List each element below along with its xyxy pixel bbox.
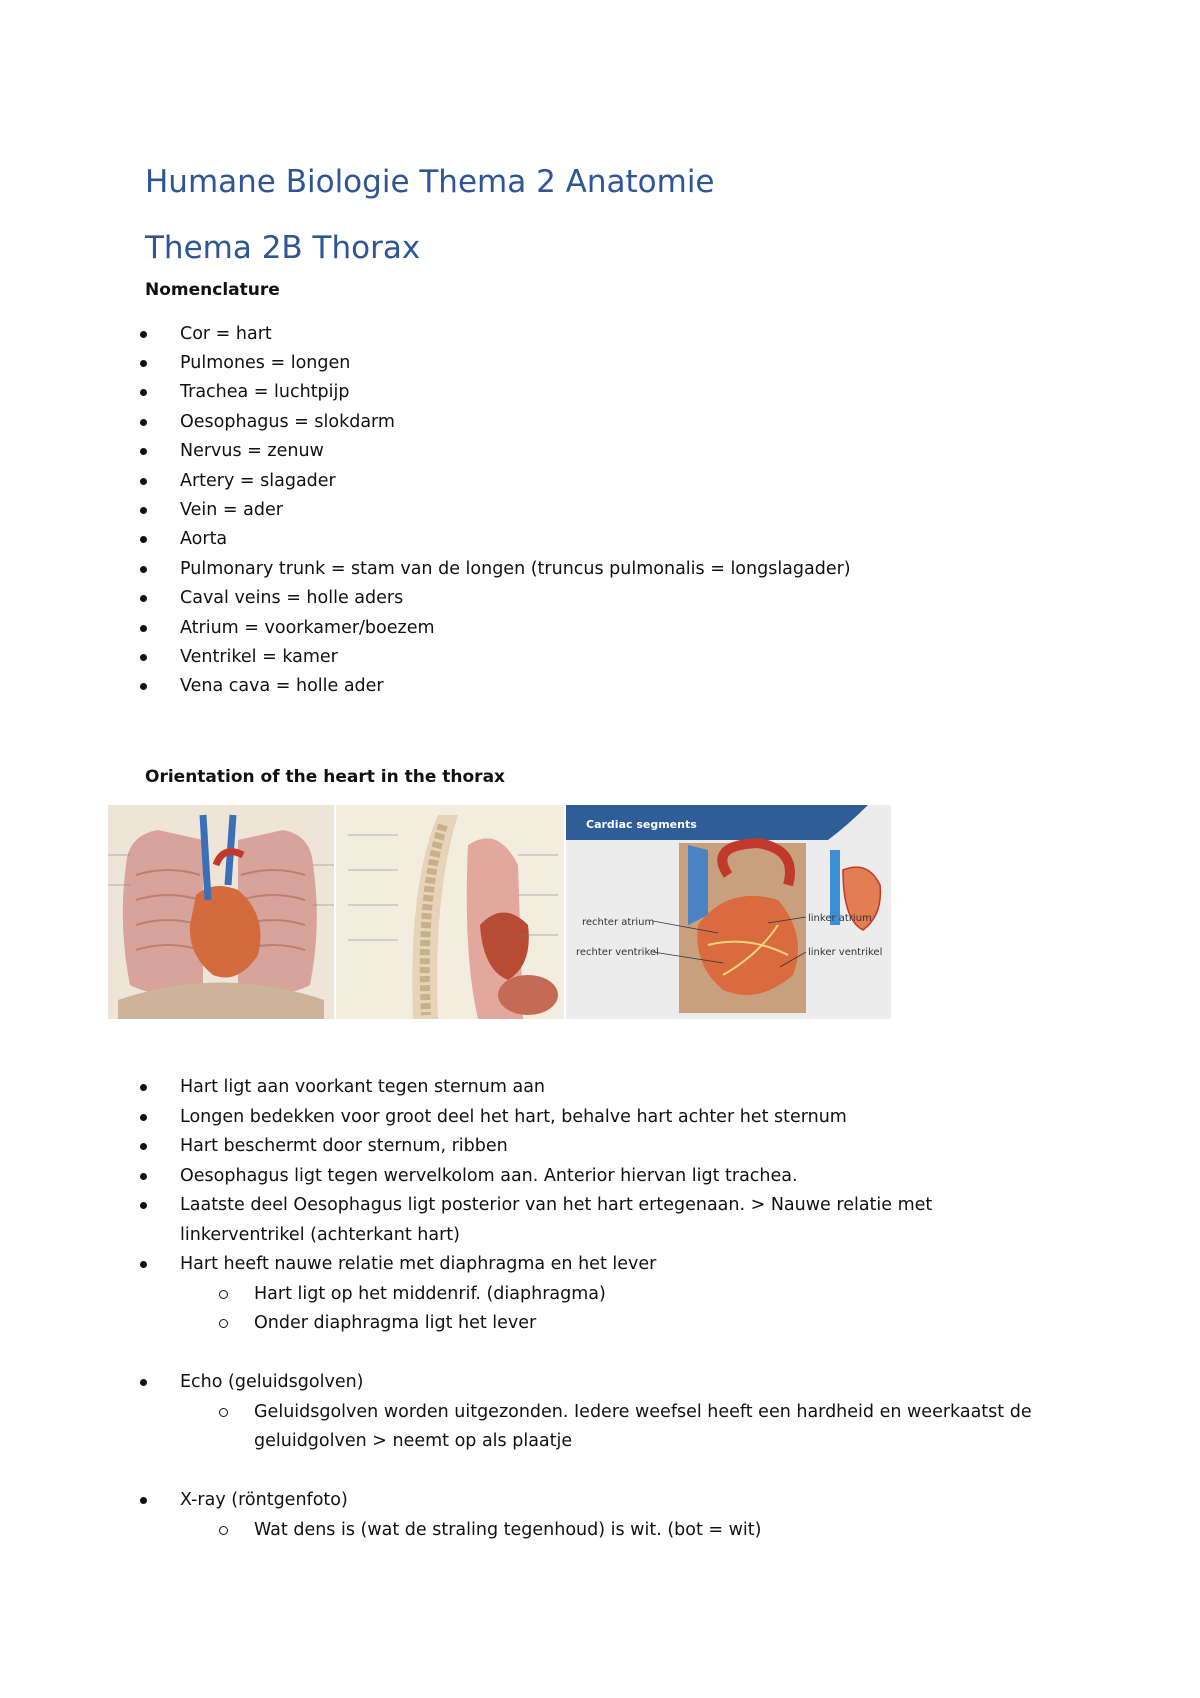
- bullet-icon: [140, 1379, 147, 1386]
- sub-bullet-icon: [219, 1526, 228, 1535]
- bullet-icon: [140, 625, 147, 632]
- bullet-icon: [140, 1143, 147, 1150]
- document-subtitle: Thema 2B Thorax: [145, 230, 421, 266]
- bullet-icon: [140, 1497, 147, 1504]
- nomenclature-heading: Nomenclature: [145, 280, 280, 300]
- bullet-icon: [140, 1114, 147, 1121]
- bullet-icon: [140, 1084, 147, 1091]
- sub-bullet-icon: [219, 1319, 228, 1328]
- bullet-icon: [140, 595, 147, 602]
- bullet-icon: [140, 683, 147, 690]
- document-page: Humane Biologie Thema 2 Anatomie Thema 2B Thorax Nomenclature Cor = hart Pulmones = longen Trachea = luchtpijp Oesophagus = slokdarm Nervus = zenuw Artery = slagader Vein = ader Aorta Pulmonary trunk = stam van de longen (truncus pulmonalis = longslagader) Caval veins = holle aders Atrium = voorkamer/boezem Ventrikel = kamer Vena cava = holle ader Orientation of the heart in the thorax Cardiac segments rechter atrium rechter ventrikel linker atrium linker ventrikel Hart ligt aan voorkant tegen sternum aan Longen bedekken voor groot deel het hart, behalve hart achter het sternum Hart beschermt door sternum, ribben Oesophagus ligt tegen wervelkolom aan. Anterior hiervan ligt trachea. Laatste deel Oesophagus ligt posterior van het hart ertegenaan. > Nauwe relatie met linkerventrikel (achterkant hart) Hart heeft nauwe relatie met diaphragma en het lever Hart ligt op het middenrif. (diaphragma) Onder diaphragma ligt het lever Echo (geluidsgolven) Geluidsgolven worden uitgezonden. Iedere weefsel heeft een hardheid en weerkaatst de geluidgolven > neemt op als plaatje X-ray (röntgenfoto) Wat dens is (wat de straling tegenhoud) is wit. (bot = wit): [0, 0, 1200, 1698]
- bullet-icon: [140, 654, 147, 661]
- label-linker-atrium: linker atrium: [808, 913, 872, 924]
- bullet-icon: [140, 448, 147, 455]
- sub-bullet-icon: [219, 1290, 228, 1299]
- bullet-icon: [140, 419, 147, 426]
- label-linker-ventrikel: linker ventrikel: [808, 947, 883, 958]
- sub-bullet-icon: [219, 1408, 228, 1417]
- bullet-icon: [140, 389, 147, 396]
- bullet-icon: [140, 360, 147, 367]
- bullet-icon: [140, 507, 147, 514]
- cardiac-segments-title: Cardiac segments: [586, 818, 697, 831]
- document-title: Humane Biologie Thema 2 Anatomie: [145, 164, 715, 200]
- bullet-icon: [140, 566, 147, 573]
- bullet-icon: [140, 331, 147, 338]
- label-rechter-ventrikel: rechter ventrikel: [576, 947, 659, 958]
- orientation-heading: Orientation of the heart in the thorax: [145, 767, 506, 787]
- bullet-icon: [140, 536, 147, 543]
- label-rechter-atrium: rechter atrium: [582, 917, 655, 928]
- bullet-icon: [140, 478, 147, 485]
- bullet-icon: [140, 1202, 147, 1209]
- thorax-figure-image: [108, 805, 891, 1019]
- bullet-icon: [140, 1173, 147, 1180]
- thorax-figure: [108, 805, 891, 1019]
- lung-left-shape: [123, 830, 203, 994]
- bullet-icon: [140, 1261, 147, 1268]
